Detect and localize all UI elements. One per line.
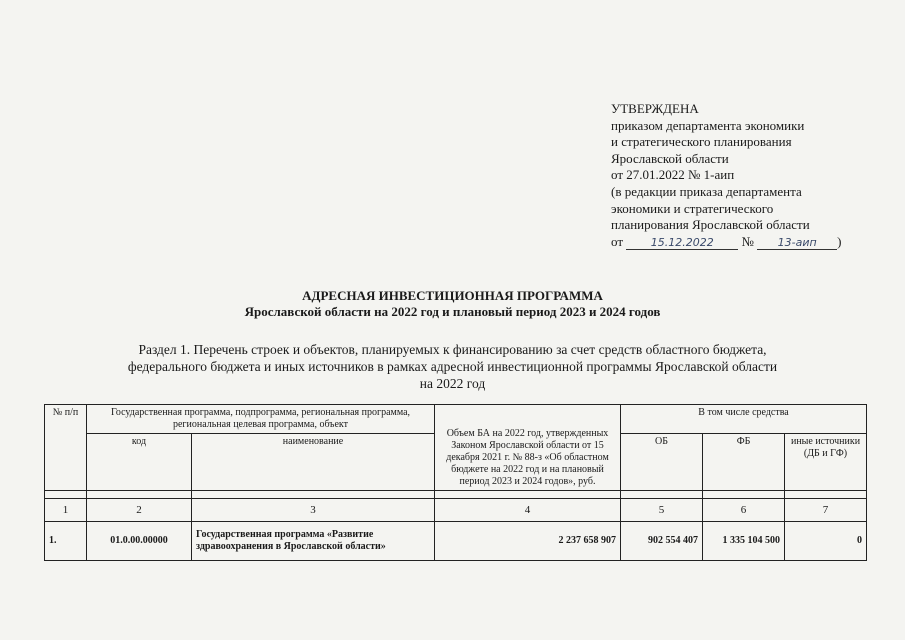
- section-line-1: Раздел 1. Перечень строек и объектов, планируемых к финансированию за счет средств областного бюджета,: [138, 342, 767, 357]
- header-row-1: [45, 405, 867, 434]
- close-paren: ): [837, 233, 842, 249]
- section-line-2: федерального бюджета и иных источников в рамках адресной инвестиционной программы Ярославской области: [127, 359, 778, 374]
- handwritten-number: 13-аип: [757, 237, 837, 250]
- investment-table: [44, 404, 867, 561]
- column-number: 6: [703, 499, 785, 522]
- section-heading: [60, 341, 845, 392]
- from-label: от: [611, 233, 624, 249]
- approval-line: приказом департамента экономики: [611, 117, 805, 133]
- approval-line: от 27.01.2022 № 1-аип: [611, 167, 735, 183]
- title-line-1: АДРЕСНАЯ ИНВЕСТИЦИОННАЯ ПРОГРАММА: [302, 288, 603, 303]
- header-program: Государственная программа, подпрограмма, региональная программа, региональная целевая программа, объект: [87, 405, 435, 434]
- approval-line: (в редакции приказа департамента: [611, 183, 802, 199]
- header-including: В том числе средства: [621, 405, 867, 434]
- section-line-3: на 2022 год: [419, 376, 486, 391]
- column-number: 4: [435, 499, 621, 522]
- row-num: 1.: [45, 522, 87, 561]
- header-volume: Объем БА на 2022 год, утвержденных Законом Ярославской области от 15 декабря 2021 г. № 88-з «Об областном бюджете на 2022 год и на плановый период 2023 и 2024 годов», руб.: [435, 405, 621, 491]
- title-line-2: Ярославской области на 2022 год и плановый период 2023 и 2024 годов: [244, 304, 661, 319]
- row-code: 01.0.00.00000: [87, 522, 192, 561]
- approval-line: экономики и стратегического: [611, 200, 774, 216]
- spacer-row: [45, 491, 867, 499]
- row-volume: 2 237 658 907: [435, 522, 621, 561]
- header-num: № п/п: [45, 405, 87, 491]
- row-fb: 1 335 104 500: [703, 522, 785, 561]
- row-other: 0: [785, 522, 867, 561]
- header-code: код: [87, 434, 192, 491]
- header-fb: ФБ: [703, 434, 785, 491]
- approval-heading: УТВЕРЖДЕНА: [611, 101, 699, 116]
- header-name: наименование: [192, 434, 435, 491]
- table-row: [45, 522, 867, 561]
- column-number: 2: [87, 499, 192, 522]
- document-title: [0, 288, 905, 320]
- column-number-row: [45, 499, 867, 522]
- column-number: 5: [621, 499, 703, 522]
- row-ob: 902 554 407: [621, 522, 703, 561]
- approval-line: планирования Ярославской области: [611, 217, 810, 233]
- row-name: Государственная программа «Развитие здравоохранения в Ярославской области»: [192, 522, 435, 561]
- approval-line: и стратегического планирования: [611, 134, 792, 150]
- approval-signature-line: [611, 234, 842, 251]
- column-number: 3: [192, 499, 435, 522]
- column-number: 1: [45, 499, 87, 522]
- header-ob: ОБ: [621, 434, 703, 491]
- column-number: 7: [785, 499, 867, 522]
- handwritten-date: 15.12.2022: [626, 237, 738, 250]
- approval-block: [611, 101, 842, 250]
- number-label: №: [741, 233, 754, 249]
- header-other: иные источники (ДБ и ГФ): [785, 434, 867, 491]
- approval-line: Ярославской области: [611, 150, 729, 166]
